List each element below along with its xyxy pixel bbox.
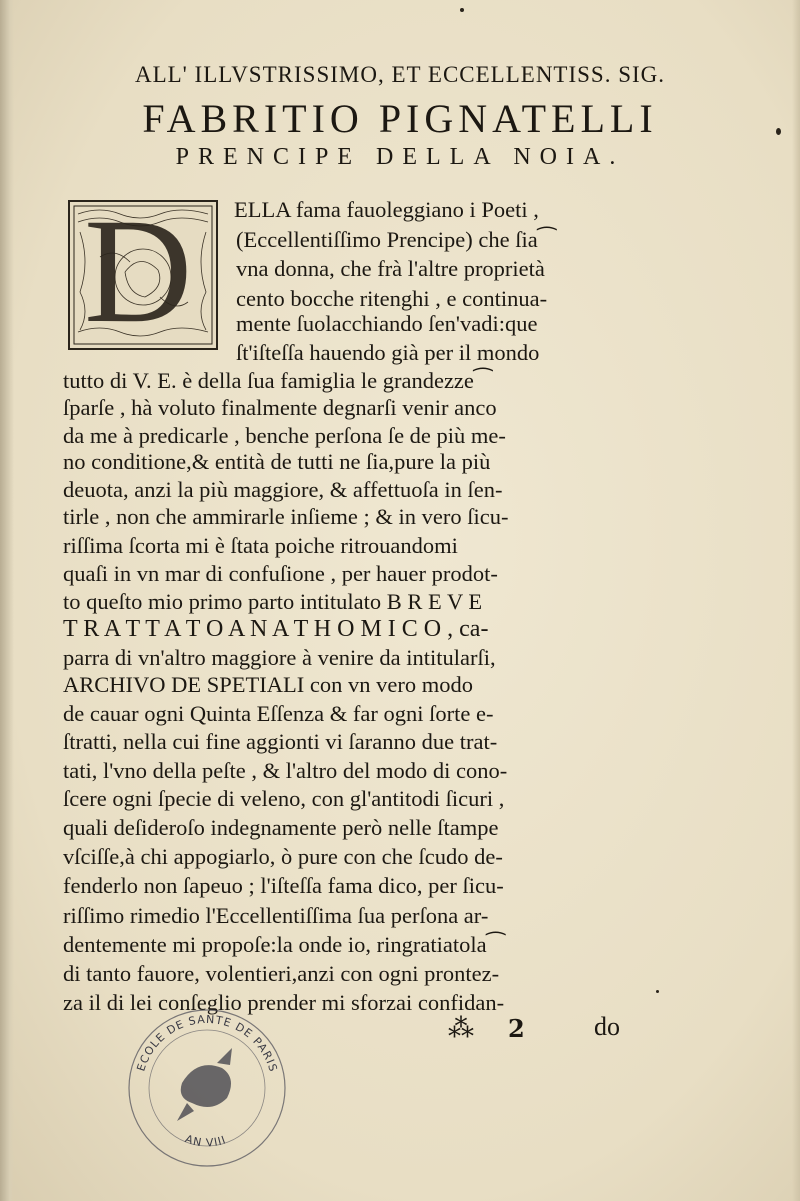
text-line: fenderlo non ſapeuo ; l'iſteſſa fama dico, per ſicu- bbox=[63, 873, 504, 898]
signature-mark: ⁂ bbox=[448, 1014, 474, 1044]
text-line: cento bocche ritenghi , e continua- bbox=[236, 286, 548, 311]
text-line: (Eccellentiſſimo Prencipe) che ſia⁀ bbox=[236, 227, 556, 252]
catchword: do bbox=[594, 1012, 620, 1041]
initial-letter: D bbox=[84, 188, 193, 354]
text-line: no conditione,& entità de tutti ne ſia,pure la più bbox=[63, 449, 491, 474]
text-line: tati, l'vno della peſte , & l'altro del modo di cono- bbox=[63, 758, 508, 783]
text-line: dentemente mi propoſe:la onde io, ringratiatola⁀ bbox=[63, 932, 505, 957]
paper-speck bbox=[460, 8, 464, 12]
text-line: quali deſideroſo indegnamente però nelle ſtampe bbox=[63, 815, 499, 840]
text-line: to queſto mio primo parto intitulato B R E V E bbox=[63, 589, 483, 614]
text-line: parra di vn'altro maggiore à venire da intitularſi, bbox=[63, 645, 496, 670]
text-line: mente ſuolacchiando ſen'vadi:que bbox=[236, 311, 538, 336]
text-line: vna donna, che frà l'altre proprietà bbox=[236, 256, 545, 281]
text-line: ELLA fama fauoleggiano i Poeti , bbox=[234, 197, 539, 222]
text-line: ſt'iſteſſa hauendo già per il mondo bbox=[236, 340, 540, 365]
text-line: ARCHIVO DE SPETIALI con vn vero modo bbox=[63, 672, 473, 697]
text-line: ſtratti, nella cui fine aggionti vi ſaranno due trat- bbox=[63, 729, 498, 754]
paper-speck bbox=[656, 990, 659, 993]
text-line: tirle , non che ammirarle inſieme ; & in vero ſicu- bbox=[63, 504, 509, 529]
text-line: da me à predicarle , benche perſona ſe de più me- bbox=[63, 423, 506, 448]
text-line: ſcere ogni ſpecie di veleno, con gl'antitodi ſicuri , bbox=[63, 786, 505, 811]
paper-speck bbox=[776, 128, 781, 135]
stamp-text-top: ECOLE DE SANTE DE PARIS bbox=[134, 1012, 280, 1074]
dedicatee-name: FABRITIO PIGNATELLI bbox=[142, 96, 658, 141]
dedication-line: ALL' ILLVSTRISSIMO, ET ECCELLENTISS. SIG. bbox=[134, 62, 666, 87]
text-line: di tanto fauore, volentieri,anzi con ogni prontez- bbox=[63, 961, 500, 986]
text-line: riſſima ſcorta mi è ſtata poiche ritrouandomi bbox=[63, 533, 458, 558]
stamp-seal-icon bbox=[122, 1003, 292, 1173]
text-line: vſciſſe,à chi appogiarlo, ò pure con che ſcudo de- bbox=[63, 844, 503, 869]
stamp-text-bottom: AN VIII bbox=[183, 1132, 229, 1150]
text-line: quaſi in vn mar di confuſione , per hauer prodot- bbox=[63, 561, 498, 586]
text-line: deuota, anzi la più maggiore, & affettuoſa in ſen- bbox=[63, 477, 503, 502]
text-line: T R A T T A T O A N A T H O M I C O , ca- bbox=[63, 616, 489, 642]
text-line: de cauar ogni Quinta Eſſenza & far ogni ſorte e- bbox=[63, 701, 494, 726]
library-stamp bbox=[122, 1003, 292, 1173]
signature-number: 2 bbox=[508, 1014, 525, 1043]
text-line: riſſimo rimedio l'Eccellentiſſima ſua perſona ar- bbox=[63, 903, 489, 928]
text-line: za il di lei conſeglio prender mi sforzai confidan- bbox=[63, 990, 505, 1015]
dedicatee-title: PRENCIPE DELLA NOIA. bbox=[175, 144, 625, 170]
text-line: ſparſe , hà voluto finalmente degnarſi venir anco bbox=[63, 395, 497, 420]
text-line: tutto di V. E. è della ſua famiglia le grandezze⁀ bbox=[63, 368, 492, 393]
